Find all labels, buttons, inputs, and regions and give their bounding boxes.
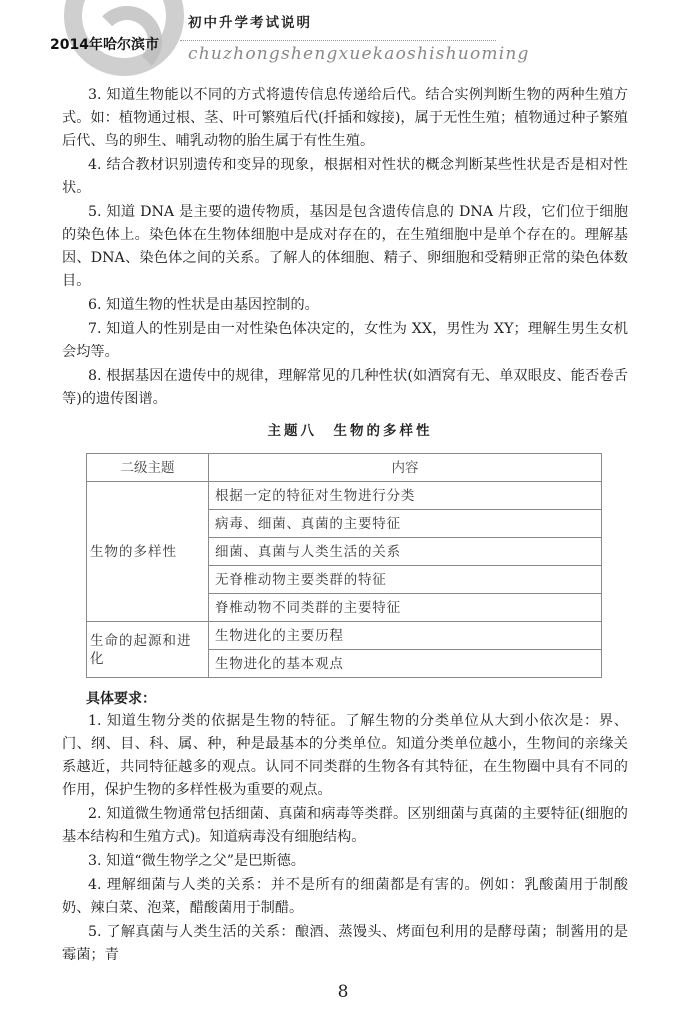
table-header-row (87, 454, 602, 482)
content-cell: 病毒、细菌、真菌的主要特征 (209, 510, 602, 538)
page-header (0, 0, 700, 72)
subtopic-cell: 生命的起源和进化 (87, 622, 209, 678)
requirement-item-1: 1. 知道生物分类的依据是生物的特征。了解生物的分类单位从大到小依次是：界、门、纲、目、科、属、种，种是最基本的分类单位。知道分类单位越小，生物间的亲缘关系越近，共同特征越多的观点。认同不同类群的生物各有其特征，在生物圈中具有不同的作用，保护生物的多样性极为重要的观点。 (62, 713, 628, 798)
table-row (87, 622, 602, 650)
paragraph-item-7: 7. 知道人的性别是由一对性染色体决定的，女性为 XX，男性为 XY；理解生男生女机会均等。 (62, 321, 628, 360)
header-badge: 2014年哈尔滨市 (50, 37, 159, 53)
paragraph-item-8: 8. 根据基因在遗传中的规律，理解常见的几种性状(如酒窝有无、单双眼皮、能否卷舌等)的遗传图谱。 (62, 368, 628, 407)
content-cell: 细菌、真菌与人类生活的关系 (209, 538, 602, 566)
header-right (180, 0, 530, 65)
table-header-subtopic: 二级主题 (87, 454, 209, 482)
subtopic-cell: 生物的多样性 (87, 482, 209, 622)
content-cell: 无脊椎动物主要类群的特征 (209, 566, 602, 594)
header-title: 初中升学考试说明 (188, 15, 312, 31)
requirement-item-2: 2. 知道微生物通常包括细菌、真菌和病毒等类群。区别细菌与真菌的主要特征(细胞的基本结构和生殖方式)。知道病毒没有细胞结构。 (62, 806, 628, 845)
requirement-item-3: 3. 知道“微生物学之父”是巴斯德。 (88, 853, 305, 869)
content-cell: 脊椎动物不同类群的主要特征 (209, 594, 602, 622)
topics-table (86, 453, 602, 678)
content-cell: 根据一定的特征对生物进行分类 (209, 482, 602, 510)
paragraph-item-4: 4. 结合教材识别遗传和变异的现象，根据相对性状的概念判断某些性状是否是相对性状。 (62, 157, 628, 196)
paragraph-item-3: 3. 知道生物能以不同的方式将遗传信息传递给后代。结合实例判断生物的两种生殖方式。如：植物通过根、茎、叶可繁殖后代(扦插和嫁接)，属于无性生殖；植物通过种子繁殖后代、鸟的卵生、哺乳动物的胎生属于有性生殖。 (62, 87, 628, 149)
page-number: 8 (337, 982, 349, 1002)
content-cell: 生物进化的基本观点 (209, 650, 602, 678)
table-header-content: 内容 (209, 454, 602, 482)
requirements-title: 具体要求： (86, 691, 156, 707)
requirement-item-4: 4. 理解细菌与人类的关系：并不是所有的细菌都是有害的。例如：乳酸菌用于制酸奶、辣白菜、泡菜，醋酸菌用于制醋。 (62, 877, 628, 916)
header-row (0, 0, 700, 65)
header-divider (180, 40, 496, 41)
table-row (87, 482, 602, 510)
paragraph-item-6: 6. 知道生物的性状是由基因控制的。 (88, 297, 319, 313)
section-title: 主题八 生物的多样性 (267, 423, 433, 439)
requirement-item-5: 5. 了解真菌与人类生活的关系：酿酒、蒸馒头、烤面包利用的是酵母菌；制酱用的是霉菌；青 (62, 924, 628, 963)
header-pinyin: chuzhongshengxuekaoshishuoming (188, 44, 530, 64)
content-cell: 生物进化的主要历程 (209, 622, 602, 650)
paragraph-item-5: 5. 知道 DNA 是主要的遗传物质，基因是包含遗传信息的 DNA 片段，它们位于细胞的染色体上。染色体在生物体细胞中是成对存在的，在生殖细胞中是单个存在的。理解基因、DNA、染色体之间的关系。了解人的体细胞、精子、卵细胞和受精卵正常的染色体数目。 (62, 204, 628, 289)
page-content (62, 72, 628, 1003)
